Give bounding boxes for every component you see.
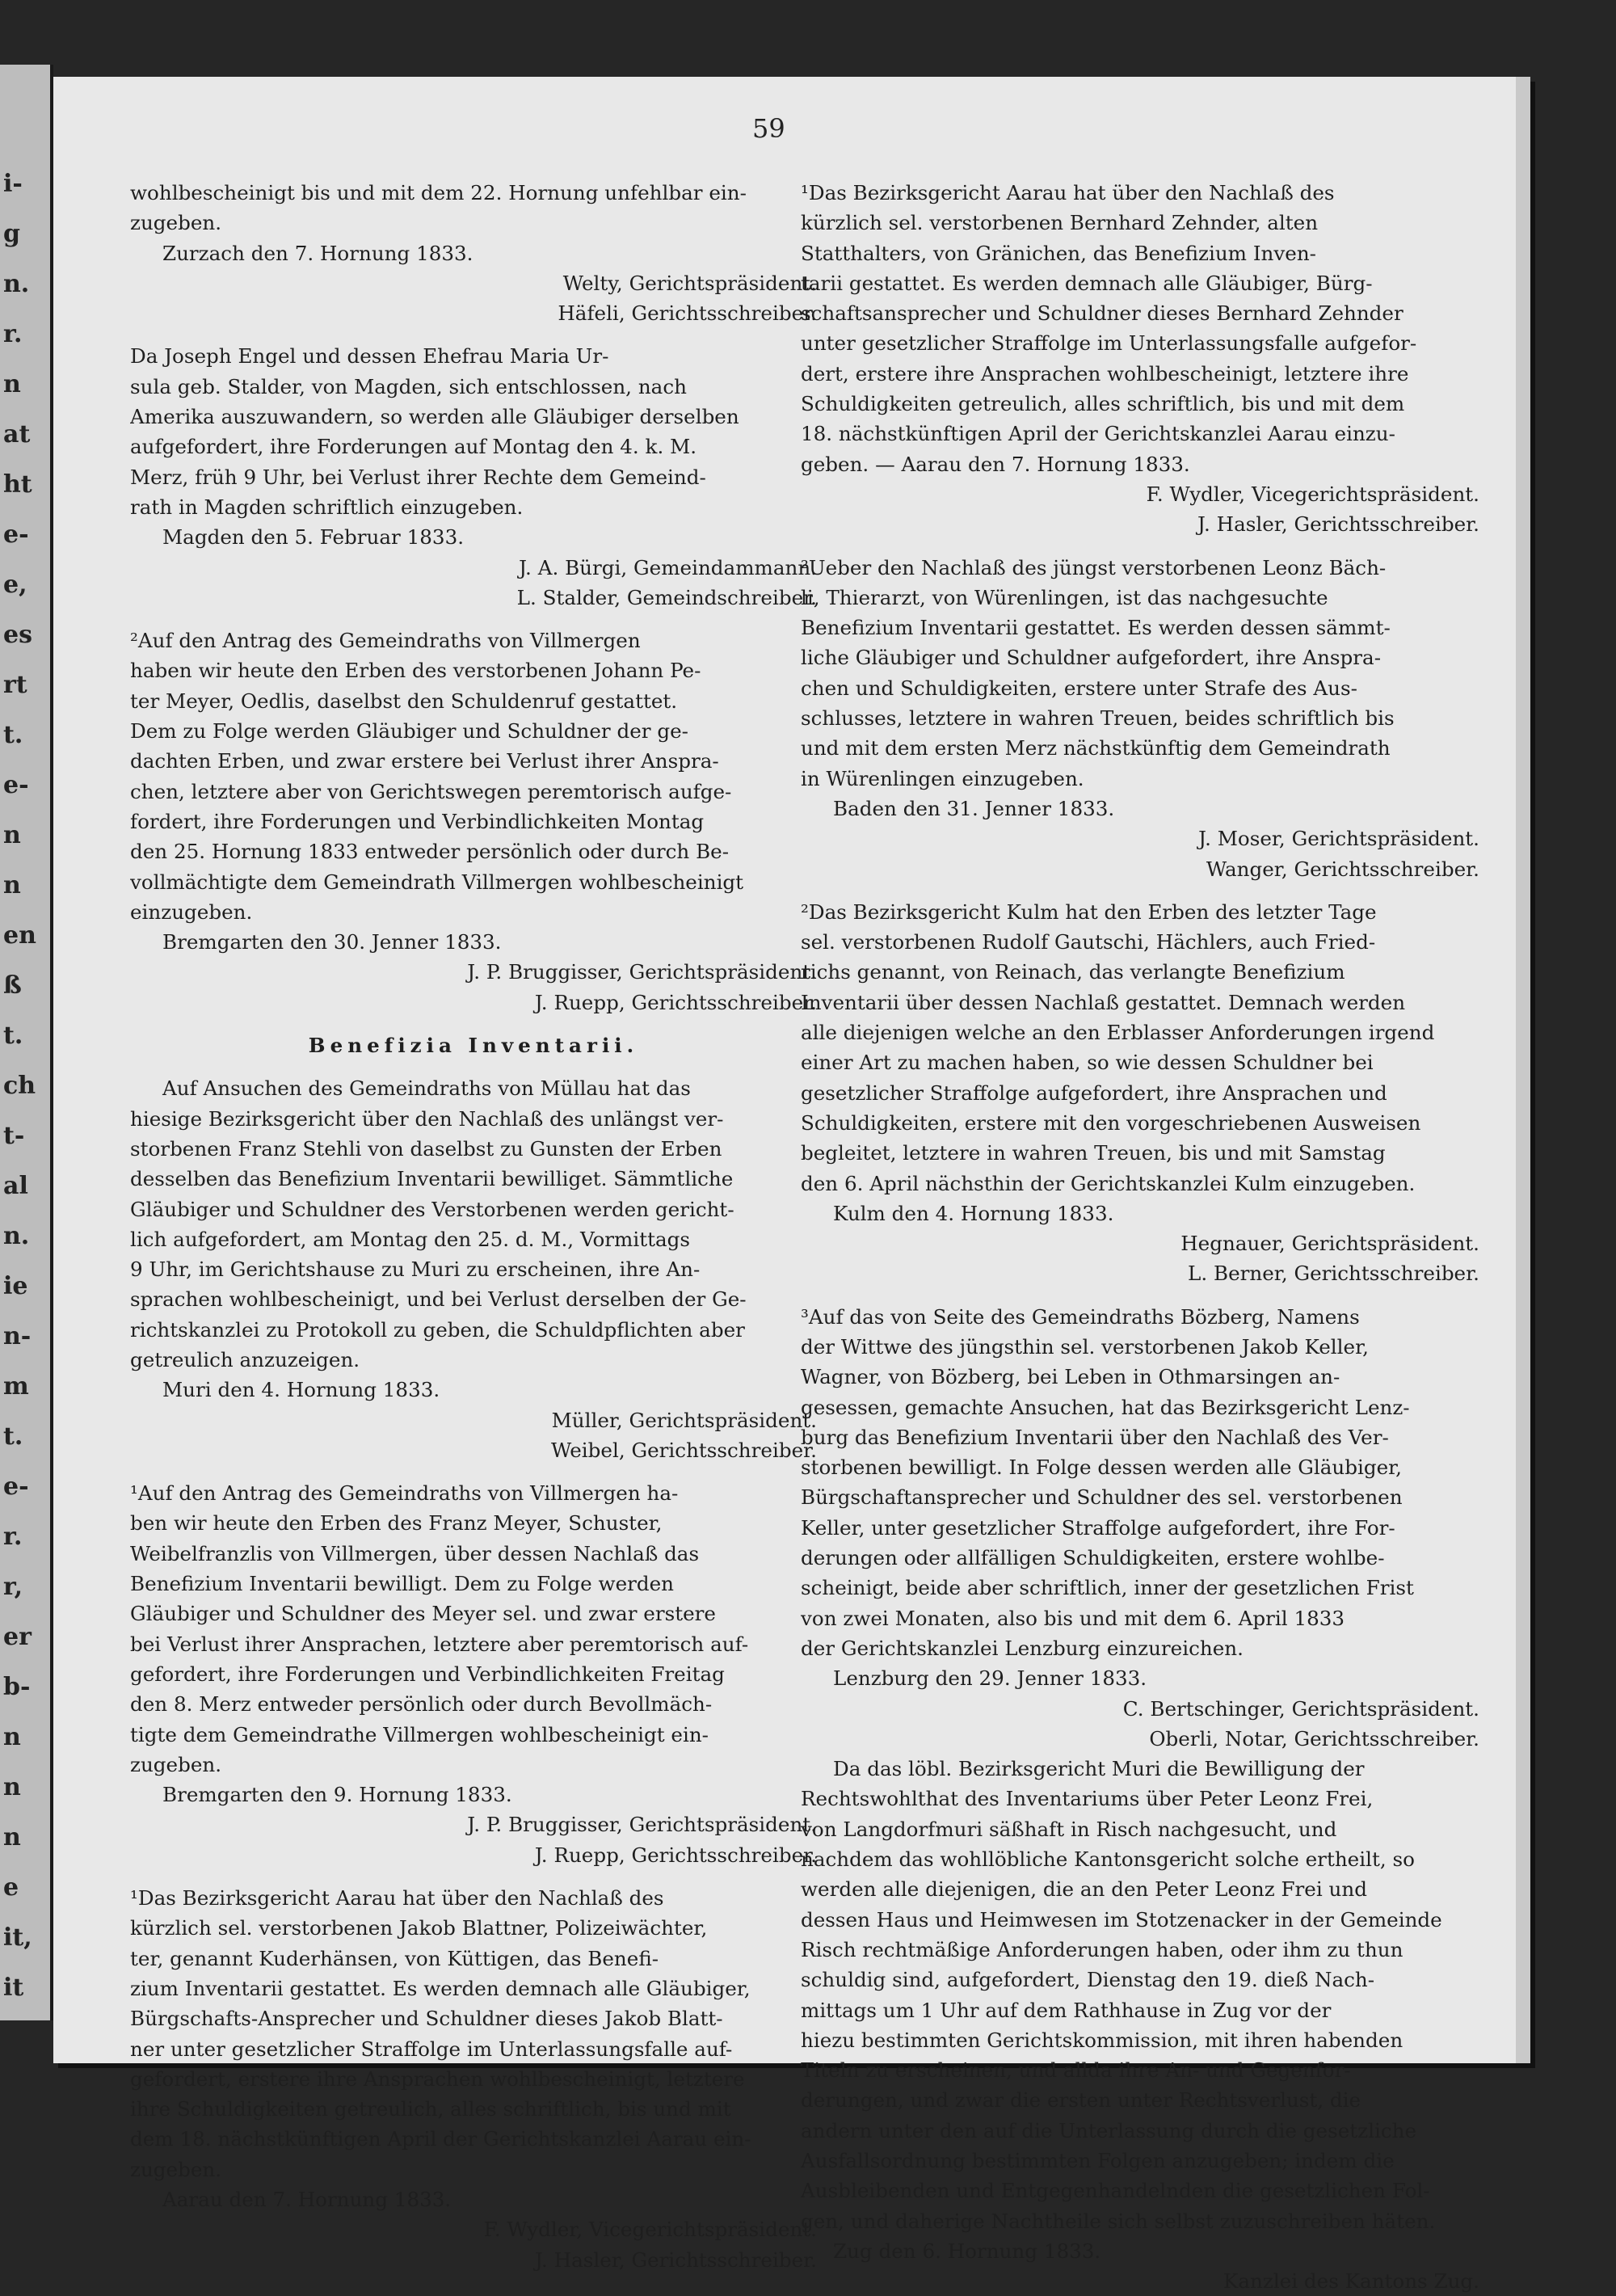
- text-line: burg das Benefizium Inventarii über den Nachlaß des Ver-: [801, 1425, 1389, 1449]
- signature-line: J. P. Bruggisser, Gerichtspräsident.: [467, 960, 817, 984]
- text-line: begleitet, letztere in wahren Treuen, bis und mit Samstag: [801, 1141, 1386, 1165]
- left-page-text-fragment: en: [3, 921, 36, 950]
- text-line: einer Art zu machen haben, so wie dessen Schuldner bei: [801, 1051, 1374, 1075]
- left-page-text-fragment: ie: [3, 1272, 28, 1300]
- text-line: Baden den 31. Jenner 1833.: [833, 796, 1115, 820]
- text-line: alle diejenigen welche an den Erblasser Anforderungen irgend: [801, 1021, 1435, 1045]
- text-line: Bremgarten den 9. Hornung 1833.: [162, 1783, 512, 1807]
- text-line: ter Meyer, Oedlis, daselbst den Schuldenruf gestattet.: [130, 689, 678, 713]
- text-line: Schuldigkeiten, erstere mit den vorgeschriebenen Ausweisen: [801, 1110, 1421, 1135]
- left-page-text-fragment: r,: [3, 1573, 23, 1601]
- signature-line: Oberli, Notar, Gerichtsschreiber.: [1149, 1726, 1479, 1750]
- text-line: Benefizium Inventarii bewilligt. Dem zu Folge werden: [130, 1572, 675, 1596]
- text-line: zium Inventarii gestattet. Es werden demnach alle Gläubiger,: [130, 1976, 751, 2000]
- text-line: Ausfallsordnung bestimmten Folgen anzugeben; indem die: [801, 2149, 1395, 2172]
- text-line: richtskanzlei zu Protokoll zu geben, die Schuldpflichten aber: [130, 1317, 745, 1342]
- text-line: derungen, und zwar die ersten unter Rechtsverlust, die: [801, 2088, 1361, 2113]
- signature-line: J. Ruepp, Gerichtsschreiber.: [534, 1843, 817, 1867]
- signature-line: Häfeli, Gerichtsschreiber.: [558, 301, 817, 326]
- text-line: ben wir heute den Erben des Franz Meyer, Schuster,: [130, 1511, 663, 1536]
- left-page-text-fragment: e-: [3, 771, 29, 799]
- text-line: Risch rechtmäßige Anforderungen haben, oder ihm zu thun: [801, 1937, 1403, 1961]
- text-line: dem 18. nächstkünftigen April der Gerichtskanzlei Aarau ein-: [130, 2127, 751, 2151]
- text-line: storbenen Franz Stehli von daselbst zu Gunsten der Erben: [130, 1136, 722, 1161]
- text-line: zugeben.: [130, 211, 222, 235]
- paragraph-gap: [130, 1017, 817, 1030]
- left-page-text-fragment: g: [3, 220, 20, 248]
- text-line: werden alle diejenigen, die an den Peter Leonz Frei und: [801, 1877, 1367, 1902]
- text-line: schuldig sind, aufgefordert, Dienstag den 19. dieß Nach-: [801, 1968, 1375, 1992]
- text-line: Benefizium Inventarii gestattet. Es werden dessen sämmt-: [801, 616, 1391, 640]
- left-page-edge: [0, 65, 53, 2020]
- text-line: gesessen, gemachte Ansuchen, hat das Bezirksgericht Lenz-: [801, 1395, 1410, 1419]
- text-line: Bürgschaftansprecher und Schuldner des sel. verstorbenen: [801, 1485, 1403, 1510]
- text-line: Rechtswohlthat des Inventariums über Peter Leonz Frei,: [801, 1787, 1374, 1811]
- text-line: geben. — Aarau den 7. Hornung 1833.: [801, 452, 1190, 476]
- signature-line: Kanzlei des Kantons Zug.: [1223, 2269, 1479, 2294]
- text-line: kürzlich sel. verstorbenen Jakob Blattner, Polizeiwächter,: [130, 1916, 708, 1940]
- text-line: Statthalters, von Gränichen, das Benefizium Inven-: [801, 241, 1316, 265]
- text-line: gefordert, ihre Forderungen und Verbindlichkeiten Freitag: [130, 1662, 725, 1686]
- text-line: ²Auf den Antrag des Gemeindraths von Villmergen: [130, 629, 641, 653]
- text-line: sula geb. Stalder, von Magden, sich entschlossen, nach: [130, 374, 687, 398]
- signature-line: Weibel, Gerichtsschreiber.: [550, 1438, 817, 1462]
- text-line: 9 Uhr, im Gerichtshause zu Muri zu erscheinen, ihre An-: [130, 1258, 701, 1282]
- left-page-text-fragment: al: [3, 1172, 28, 1200]
- text-line: rath in Magden schriftlich einzugeben.: [130, 495, 524, 519]
- left-page-text-fragment: n: [3, 1823, 21, 1852]
- text-line: ²Ueber den Nachlaß des jüngst verstorbenen Leonz Bäch-: [801, 555, 1387, 579]
- text-line: schlusses, letztere in wahren Treuen, beides schriftlich bis: [801, 706, 1395, 731]
- text-line: zugeben.: [130, 2157, 222, 2181]
- text-line: den 6. April nächsthin der Gerichtskanzlei Kulm einzugeben.: [801, 1171, 1416, 1195]
- text-line: Gläubiger und Schuldner des Verstorbenen werden gericht-: [130, 1197, 734, 1221]
- signature-line: F. Wydler, Vicegerichtspräsident.: [1146, 482, 1479, 506]
- text-line: Keller, unter gesetzlicher Straffolge aufgefordert, ihre For-: [801, 1515, 1395, 1540]
- text-line: den 8. Merz entweder persönlich oder durch Bevollmäch-: [130, 1692, 713, 1717]
- text-line: Amerika auszuwandern, so werden alle Gläubiger derselben: [130, 405, 739, 429]
- left-page-text-fragment: n: [3, 370, 21, 398]
- text-line: tarii gestattet. Es werden demnach alle Gläubiger, Bürg-: [801, 271, 1373, 295]
- left-page-text-fragment: t-: [3, 1122, 25, 1150]
- text-line: ¹Das Bezirksgericht Aarau hat über den Nachlaß des: [130, 1886, 664, 1911]
- text-line: sprachen wohlbescheinigt, und bei Verlust derselben der Ge-: [130, 1287, 747, 1312]
- section-heading: Benefizia Inventarii.: [308, 1034, 639, 1058]
- left-page-text-fragment: r.: [3, 1523, 23, 1551]
- left-page-text-fragment: ch: [3, 1072, 36, 1100]
- text-line: ²Das Bezirksgericht Kulm hat den Erben des letzter Tage: [801, 899, 1377, 924]
- text-line: ¹Auf den Antrag des Gemeindraths von Villmergen ha-: [130, 1481, 679, 1506]
- text-line: und mit dem ersten Merz nächstkünftig dem Gemeindrath: [801, 736, 1391, 760]
- paragraph-gap: [130, 613, 817, 626]
- signature-line: L. Berner, Gerichtsschreiber.: [1188, 1262, 1479, 1286]
- text-line: dachten Erben, und zwar erstere bei Verlust ihrer Ansprа-: [130, 749, 719, 773]
- text-line: Ausbleibenden und Entgegenhandelnden die gesetzlichen Fol-: [801, 2179, 1430, 2203]
- text-line: andern unter den auf die Unterlassung durch die gesetzliche: [801, 2118, 1416, 2142]
- text-line: gesetzlicher Straffolge aufgefordert, ihre Ansprachen und: [801, 1081, 1387, 1105]
- text-line: mittags um 1 Uhr auf dem Rathhause in Zug vor der: [801, 1998, 1332, 2022]
- text-line: Gläubiger und Schuldner des Meyer sel. und zwar erstere: [130, 1602, 716, 1626]
- text-line: Zurzach den 7. Hornung 1833.: [162, 241, 473, 265]
- text-line: Dem zu Folge werden Gläubiger und Schuldner der ge-: [130, 719, 688, 744]
- left-page-text-fragment: it,: [3, 1923, 32, 1952]
- left-page-text-fragment: er: [3, 1623, 32, 1651]
- text-line: kürzlich sel. verstorbenen Bernhard Zehnder, alten: [801, 211, 1319, 235]
- newspaper-page: [53, 77, 1530, 2294]
- left-page-text-fragment: at: [3, 420, 31, 449]
- left-page-text-fragment: n-: [3, 1322, 32, 1350]
- text-line: ³Auf das von Seite des Gemeindraths Bözberg, Namens: [801, 1304, 1360, 1329]
- text-line: Lenzburg den 29. Jenner 1833.: [833, 1666, 1147, 1691]
- text-line: derungen oder allfälligen Schuldigkeiten, erstere wohlbe-: [801, 1546, 1385, 1570]
- text-line: fordert, ihre Forderungen und Verbindlichkeiten Montag: [130, 809, 705, 833]
- text-line: chen, letztere aber von Gerichtswegen peremtorisch aufge-: [130, 779, 732, 803]
- left-page-text-fragment: r.: [3, 320, 23, 348]
- text-line: lich aufgefordert, am Montag den 25. d. M., Vormittags: [130, 1227, 690, 1251]
- signature-line: J. A. Bürgi, Gemeindammann.: [519, 555, 817, 579]
- signature-line: Müller, Gerichtspräsident.: [551, 1408, 817, 1432]
- text-line: einzugeben.: [130, 899, 253, 924]
- text-line: storbenen bewilligt. In Folge dessen werden alle Gläubiger,: [801, 1456, 1402, 1480]
- text-line: Muri den 4. Hornung 1833.: [162, 1378, 440, 1402]
- left-page-text-fragment: i-: [3, 170, 23, 198]
- text-line: hiesige Bezirksgericht über den Nachlaß des unlängst ver-: [130, 1106, 724, 1131]
- left-page-text-fragment: n: [3, 1723, 21, 1751]
- left-page-text-fragment: e: [3, 1873, 19, 1902]
- text-line: Magden den 5. Februar 1833.: [162, 525, 465, 550]
- text-line: Weibelfranzlis von Villmergen, über dessen Nachlaß das: [130, 1541, 700, 1565]
- text-line: wohlbescheinigt bis und mit dem 22. Hornung unfehlbar ein-: [130, 181, 747, 204]
- left-page-text-fragment: t.: [3, 1022, 23, 1050]
- text-line: Kulm den 4. Hornung 1833.: [833, 1201, 1114, 1225]
- text-line: Da Joseph Engel und dessen Ehefrau Maria Ur-: [130, 344, 609, 369]
- left-page-text-fragment: n.: [3, 1222, 30, 1250]
- left-column: [130, 178, 817, 2275]
- left-page-text-fragment: rt: [3, 671, 27, 699]
- text-line: Wagner, von Bözberg, bei Leben in Othmarsingen an-: [801, 1365, 1340, 1389]
- paragraph-gap: [130, 1465, 817, 1478]
- text-line: Da das löbl. Bezirksgericht Muri die Bewilligung der: [833, 1757, 1365, 1781]
- text-line: der Gerichtskanzlei Lenzburg einzureichen.: [801, 1636, 1244, 1660]
- left-page-text-fragment: t.: [3, 1422, 23, 1451]
- text-line: schaftsansprecher und Schuldner dieses Bernhard Zehnder: [801, 301, 1403, 326]
- text-line: gen, und daherige Nachtheile sich selbst zuzuschreiben häten.: [801, 2209, 1436, 2233]
- text-line: ihre Schuldigkeiten getreulich, alles schriftlich, bis und mit: [130, 2097, 731, 2121]
- signature-line: Wanger, Gerichtsschreiber.: [1206, 857, 1479, 881]
- text-line: zugeben.: [130, 1752, 222, 1776]
- text-line: Bürgschafts-Ansprecher und Schuldner dieses Jakob Blatt-: [130, 2007, 723, 2031]
- text-line: Bremgarten den 30. Jenner 1833.: [162, 930, 502, 954]
- left-page-text-fragment: it: [3, 1974, 24, 2002]
- text-line: nachdem das wohllöbliche Kantonsgericht solche ertheilt, so: [801, 1847, 1415, 1872]
- left-page-text-fragment: t.: [3, 721, 23, 749]
- left-page-text-fragment: b-: [3, 1673, 31, 1701]
- paragraph-gap: [130, 1060, 817, 1073]
- text-line: tigte dem Gemeindrathe Villmergen wohlbescheinigt ein-: [130, 1722, 709, 1746]
- text-line: Aarau den 7. Hornung 1833.: [162, 2188, 452, 2211]
- signature-line: F. Wydler, Vicegerichtspräsident.: [483, 2218, 817, 2242]
- left-page-text-fragment: e-: [3, 520, 29, 549]
- left-page-text-fragment: e-: [3, 1472, 29, 1501]
- text-line: unter gesetzlicher Straffolge im Unterlassungsfalle aufgefor-: [801, 331, 1417, 356]
- left-page-text-fragment: n.: [3, 270, 30, 298]
- signature-line: J. Ruepp, Gerichtsschreiber.: [534, 990, 817, 1014]
- paragraph-gap: [801, 884, 1479, 897]
- paragraph-gap: [801, 540, 1479, 553]
- paragraph-gap: [130, 1870, 817, 1883]
- text-line: ¹Das Bezirksgericht Aarau hat über den Nachlaß des: [801, 181, 1335, 204]
- signature-line: Welty, Gerichtspräsident.: [562, 271, 817, 295]
- left-page-text-fragment: e,: [3, 571, 27, 599]
- signature-line: J. P. Bruggisser, Gerichtspräsident.: [467, 1813, 817, 1837]
- text-line: von zwei Monaten, also bis und mit dem 6. April 1833: [801, 1606, 1345, 1630]
- signature-line: J. Hasler, Gerichtsschreiber.: [535, 2248, 817, 2272]
- text-line: Auf Ansuchen des Gemeindraths von Müllau hat das: [162, 1076, 691, 1101]
- text-line: Schuldigkeiten getreulich, alles schriftlich, bis und mit dem: [801, 392, 1405, 416]
- text-line: li, Thierarzt, von Würenlingen, ist das nachgesuchte: [801, 585, 1328, 609]
- text-line: der Wittwe des jüngsthin sel. verstorbenen Jakob Keller,: [801, 1334, 1369, 1359]
- text-line: chen und Schuldigkeiten, erstere unter Strafe des Aus-: [801, 676, 1357, 700]
- text-line: desselben das Benefizium Inventarii bewilliget. Sämmtliche: [130, 1167, 734, 1191]
- signature-line: Hegnauer, Gerichtspräsident.: [1180, 1232, 1479, 1256]
- signature-line: L. Stalder, Gemeindschreiber.: [516, 585, 817, 609]
- text-line: haben wir heute den Erben des verstorbenen Johann Pe-: [130, 659, 701, 683]
- signature-line: J. Hasler, Gerichtsschreiber.: [1197, 512, 1479, 537]
- paragraph-gap: [130, 328, 817, 341]
- text-line: 18. nächstkünftigen April der Gerichtskanzlei Aarau einzu-: [801, 422, 1395, 446]
- paragraph-gap: [801, 1289, 1479, 1302]
- text-line: scheinigt, beide aber schriftlich, inner der gesetzlichen Frist: [801, 1576, 1414, 1600]
- signature-line: J. Moser, Gerichtspräsident.: [1198, 827, 1479, 851]
- signature-line: C. Bertschinger, Gerichtspräsident.: [1122, 1696, 1479, 1721]
- text-line: von Langdorfmuri säßhaft in Risch nachgesucht, und: [801, 1817, 1337, 1841]
- text-line: ter, genannt Kuderhänsen, von Küttigen, das Benefi-: [130, 1946, 659, 1970]
- text-line: Zug den 6. Hornung 1833.: [833, 2239, 1101, 2263]
- left-page-text-fragment: es: [3, 621, 32, 649]
- text-line: den 25. Hornung 1833 entweder persönlich oder durch Be-: [130, 840, 730, 864]
- text-line: aufgefordert, ihre Forderungen auf Montag den 4. k. M.: [130, 435, 697, 459]
- text-line: liche Gläubiger und Schuldner aufgefordert, ihre Anspra-: [801, 646, 1381, 670]
- text-line: getreulich anzuzeigen.: [130, 1347, 360, 1371]
- text-line: Inventarii über dessen Nachlaß gestattet. Demnach werden: [801, 990, 1406, 1014]
- left-page-text-fragment: n: [3, 871, 21, 899]
- left-page-text-fragment: ht: [3, 470, 32, 499]
- text-line: in Würenlingen einzugeben.: [801, 766, 1084, 790]
- text-line: hiezu bestimmten Gerichtskommission, mit ihren habenden: [801, 2028, 1403, 2052]
- page-right-edge: [1516, 77, 1530, 2063]
- page-number: 59: [752, 113, 785, 144]
- text-line: richs genannt, von Reinach, das verlangte Benefizium: [801, 960, 1345, 984]
- left-page-text-fragment: n: [3, 821, 21, 849]
- text-line: dert, erstere ihre Ansprachen wohlbescheinigt, letztere ihre: [801, 361, 1409, 385]
- text-line: gefordert, erstere ihre Ansprachen wohlbescheinigt, letztere: [130, 2066, 745, 2091]
- right-column: [801, 178, 1479, 2296]
- left-page-text-fragment: n: [3, 1773, 21, 1801]
- text-line: Merz, früh 9 Uhr, bei Verlust ihrer Rechte dem Gemeind-: [130, 465, 706, 489]
- text-line: vollmächtigte dem Gemeindrath Villmergen wohlbescheinigt: [130, 870, 744, 894]
- left-page-text-fragment: ß: [3, 971, 22, 1000]
- left-page-text-fragment: m: [3, 1372, 29, 1401]
- text-line: ner unter gesetzlicher Straffolge im Unterlassungsfalle auf-: [130, 2037, 733, 2061]
- text-line: bei Verlust ihrer Ansprachen, letztere aber peremtorisch auf-: [130, 1632, 749, 1656]
- text-line: dessen Haus und Heimwesen im Stotzenacker in der Gemeinde: [801, 1907, 1442, 1932]
- text-line: sel. verstorbenen Rudolf Gautschi, Hächlers, auch Fried-: [801, 930, 1376, 954]
- text-line: Titeln zu erscheinen, und allda ihre An- und Gegenfor-: [801, 2058, 1351, 2083]
